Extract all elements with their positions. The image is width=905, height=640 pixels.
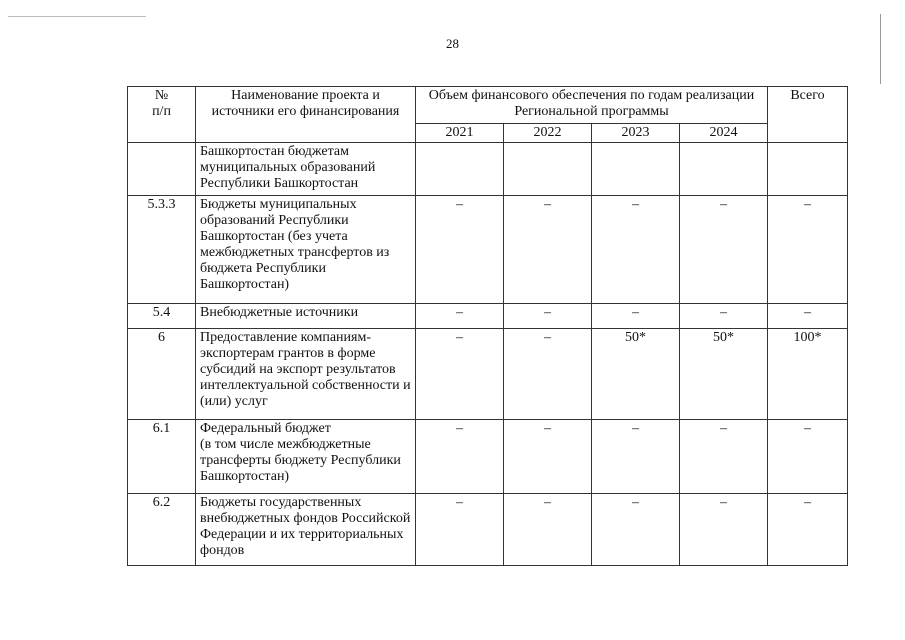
- row-name: Бюджеты государственных внебюджетных фондов Российской Федерации и их территориальных фондов: [196, 494, 416, 566]
- header-number-label: № п/п: [152, 88, 171, 119]
- row-value-2021: –: [416, 304, 504, 329]
- row-value-2021: –: [416, 494, 504, 566]
- table-row: [128, 304, 848, 329]
- table-row: [128, 420, 848, 494]
- row-number: [128, 143, 196, 196]
- row-value-2021: –: [416, 196, 504, 304]
- row-value-2022: –: [504, 420, 592, 494]
- row-total: [768, 143, 848, 196]
- row-value-2024: –: [680, 420, 768, 494]
- scan-artifact-line: [8, 16, 146, 17]
- row-value-2024: –: [680, 196, 768, 304]
- row-total: 100*: [768, 329, 848, 420]
- header-funding-label: Объем финансового обеспечения по годам реализации Региональной программы: [428, 88, 755, 119]
- row-total: –: [768, 420, 848, 494]
- row-total: –: [768, 304, 848, 329]
- row-value-2023: –: [592, 420, 680, 494]
- row-value-2023: 50*: [592, 329, 680, 420]
- header-year-2024: 2024: [680, 124, 768, 143]
- header-number: [128, 87, 196, 143]
- row-name: Внебюджетные источники: [196, 304, 416, 329]
- row-total: –: [768, 196, 848, 304]
- row-value-2021: [416, 143, 504, 196]
- header-name-label: Наименование проекта и источники его финансирования: [211, 88, 400, 119]
- row-value-2022: –: [504, 196, 592, 304]
- table-row: [128, 329, 848, 420]
- row-number: 5.3.3: [128, 196, 196, 304]
- row-value-2022: –: [504, 329, 592, 420]
- funding-table: [127, 86, 848, 566]
- row-value-2022: [504, 143, 592, 196]
- table-row: [128, 143, 848, 196]
- row-value-2024: –: [680, 304, 768, 329]
- header-total: [768, 87, 848, 143]
- row-number: 5.4: [128, 304, 196, 329]
- header-total-label: Всего: [790, 88, 825, 103]
- row-name: Башкортостан бюджетам муниципальных образований Республики Башкортостан: [196, 143, 416, 196]
- header-year-2021: 2021: [416, 124, 504, 143]
- row-number: 6.2: [128, 494, 196, 566]
- row-value-2023: –: [592, 304, 680, 329]
- header-funding-group: [416, 87, 768, 124]
- row-total: –: [768, 494, 848, 566]
- row-value-2024: –: [680, 494, 768, 566]
- row-value-2024: 50*: [680, 329, 768, 420]
- header-name: [196, 87, 416, 143]
- row-number: 6.1: [128, 420, 196, 494]
- row-value-2021: –: [416, 329, 504, 420]
- row-value-2023: –: [592, 196, 680, 304]
- header-year-2023: 2023: [592, 124, 680, 143]
- header-year-2022: 2022: [504, 124, 592, 143]
- row-name: Предоставление компаниям-экспортерам грантов в форме субсидий на экспорт результатов интеллектуальной собственности и (или) услуг: [196, 329, 416, 420]
- row-value-2022: –: [504, 494, 592, 566]
- row-name: Федеральный бюджет (в том числе межбюджетные трансферты бюджету Республики Башкортостан): [196, 420, 416, 494]
- table-row: [128, 196, 848, 304]
- table-row: [128, 494, 848, 566]
- row-value-2023: [592, 143, 680, 196]
- row-name: Бюджеты муниципальных образований Республики Башкортостан (без учета межбюджетных трансфертов из бюджета Республики Башкортостан): [196, 196, 416, 304]
- row-value-2021: –: [416, 420, 504, 494]
- row-value-2024: [680, 143, 768, 196]
- row-value-2022: –: [504, 304, 592, 329]
- row-number: 6: [128, 329, 196, 420]
- row-value-2023: –: [592, 494, 680, 566]
- page-number: 28: [446, 36, 459, 51]
